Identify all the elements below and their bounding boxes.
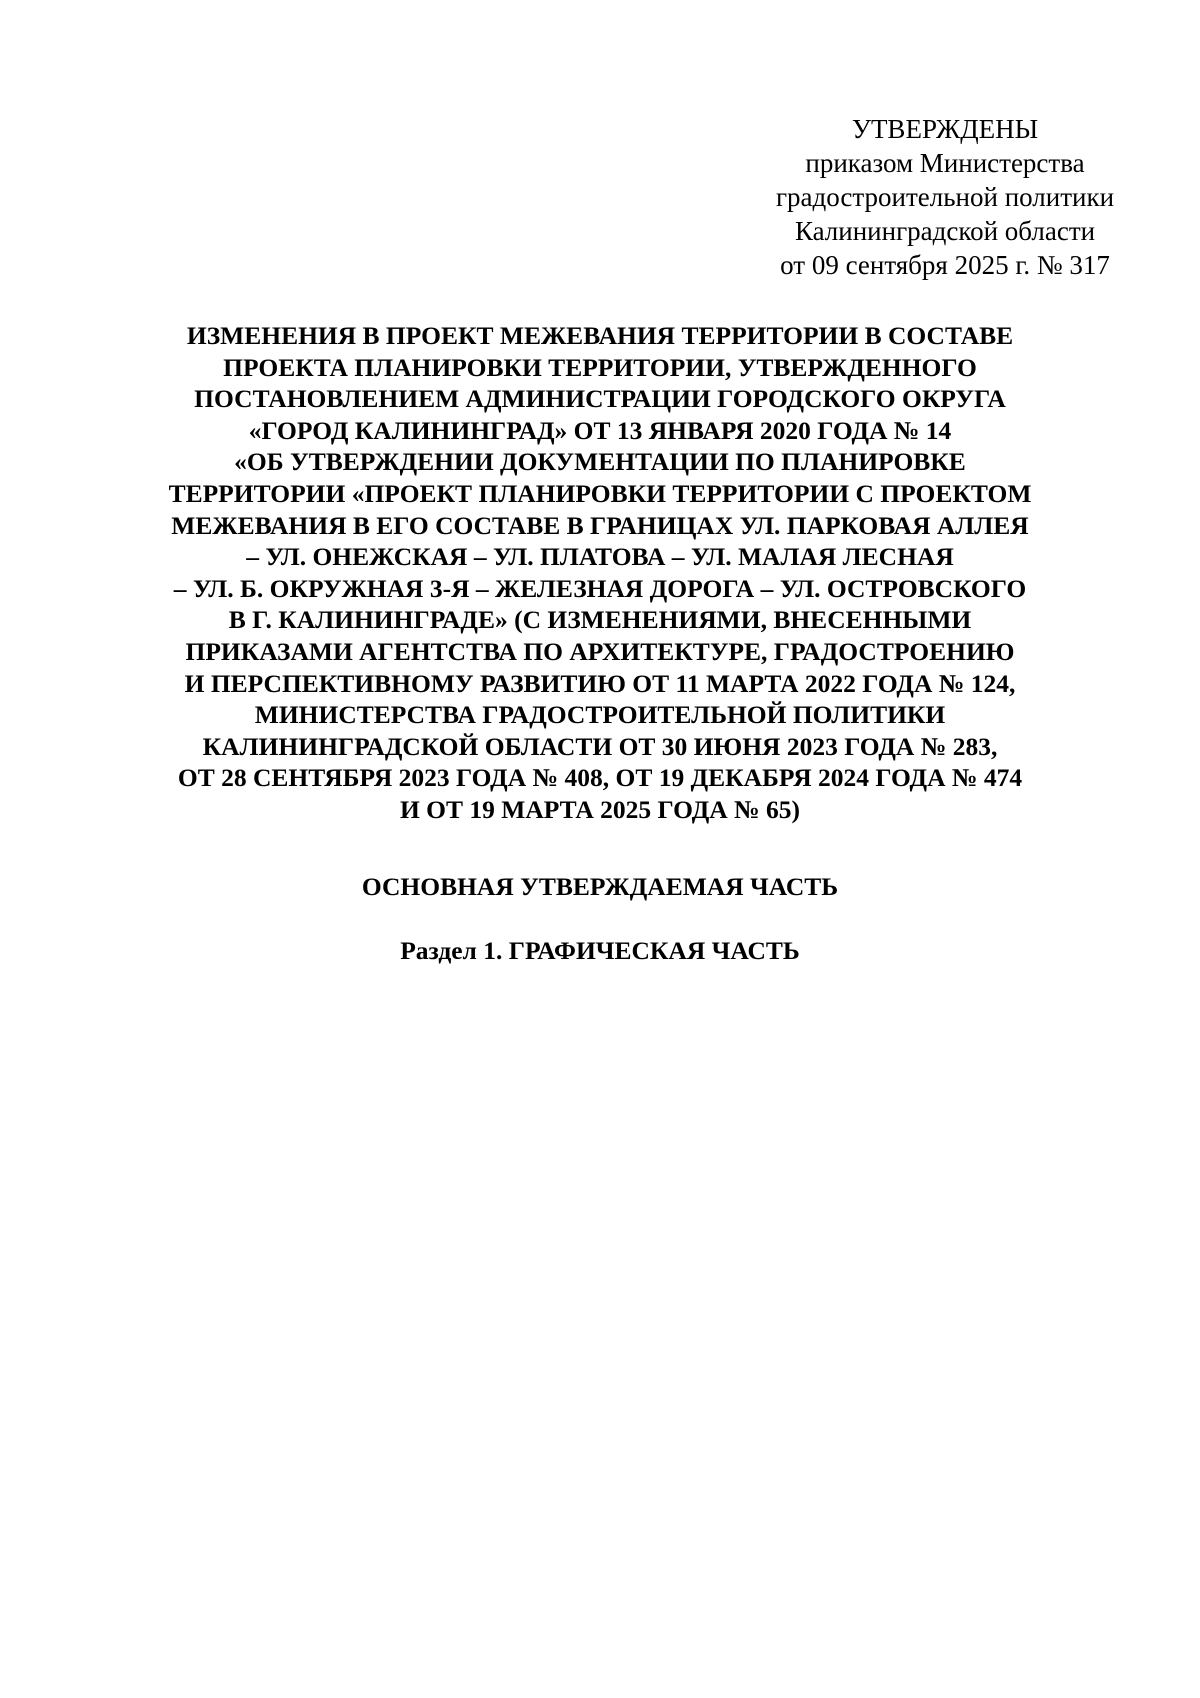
title-line: МИНИСТЕРСТВА ГРАДОСТРОИТЕЛЬНОЙ ПОЛИТИКИ	[254, 700, 946, 730]
title-line: – УЛ. Б. ОКРУЖНАЯ 3-Я – ЖЕЛЕЗНАЯ ДОРОГА – УЛ. ОСТРОВСКОГО	[173, 573, 1027, 603]
title-line: – УЛ. ОНЕЖСКАЯ – УЛ. ПЛАТОВА – УЛ. МАЛАЯ ЛЕСНАЯ	[246, 542, 954, 572]
title-line: ТЕРРИТОРИИ «ПРОЕКТ ПЛАНИРОВКИ ТЕРРИТОРИИ С ПРОЕКТОМ	[168, 478, 1032, 508]
approval-line-order: приказом Министерства	[805, 148, 1085, 178]
approval-line-region: Калининградской области	[794, 216, 1096, 246]
title-line: ИЗМЕНЕНИЯ В ПРОЕКТ МЕЖЕВАНИЯ ТЕРРИТОРИИ В СОСТАВЕ	[186, 321, 1014, 350]
title-line: МЕЖЕВАНИЯ В ЕГО СОСТАВЕ В ГРАНИЦАХ УЛ. ПАРКОВАЯ АЛЛЕЯ	[171, 510, 1029, 540]
approval-line-ministry: градостроительной политики	[775, 182, 1115, 212]
title-line: ПОСТАНОВЛЕНИЕМ АДМИНИСТРАЦИИ ГОРОДСКОГО ОКРУГА	[194, 384, 1006, 414]
title-line: В Г. КАЛИНИНГРАДЕ» (С ИЗМЕНЕНИЯМИ, ВНЕСЕННЫМИ	[228, 605, 972, 635]
title-line: ПРИКАЗАМИ АГЕНТСТВА ПО АРХИТЕКТУРЕ, ГРАДОСТРОЕНИЮ	[185, 636, 1015, 666]
approval-line-date-number: от 09 сентября 2025 г. № 317	[780, 250, 1110, 280]
section-heading: ОСНОВНАЯ УТВЕРЖДАЕМАЯ ЧАСТЬ	[361, 872, 839, 901]
approval-stamp	[740, 112, 1150, 282]
approval-line-approved: УТВЕРЖДЕНЫ	[851, 114, 1039, 144]
title-line: И ОТ 19 МАРТА 2025 ГОДА № 65)	[399, 794, 801, 824]
title-line: ПРОЕКТА ПЛАНИРОВКИ ТЕРРИТОРИИ, УТВЕРЖДЕННОГО	[223, 352, 977, 382]
document-title	[100, 320, 1100, 826]
title-line: И ПЕРСПЕКТИВНОМУ РАЗВИТИЮ ОТ 11 МАРТА 2022 ГОДА № 124,	[184, 668, 1016, 698]
title-line: ОТ 28 СЕНТЯБРЯ 2023 ГОДА № 408, ОТ 19 ДЕКАБРЯ 2024 ГОДА № 474	[177, 763, 1023, 793]
title-line: «ГОРОД КАЛИНИНГРАД» ОТ 13 ЯНВАРЯ 2020 ГОДА № 14	[248, 415, 952, 445]
title-line: «ОБ УТВЕРЖДЕНИИ ДОКУМЕНТАЦИИ ПО ПЛАНИРОВКЕ	[234, 447, 966, 477]
title-line: КАЛИНИНГРАДСКОЙ ОБЛАСТИ ОТ 30 ИЮНЯ 2023 ГОДА № 283,	[202, 731, 998, 761]
subsection-heading: Раздел 1. ГРАФИЧЕСКАЯ ЧАСТЬ	[400, 936, 800, 965]
